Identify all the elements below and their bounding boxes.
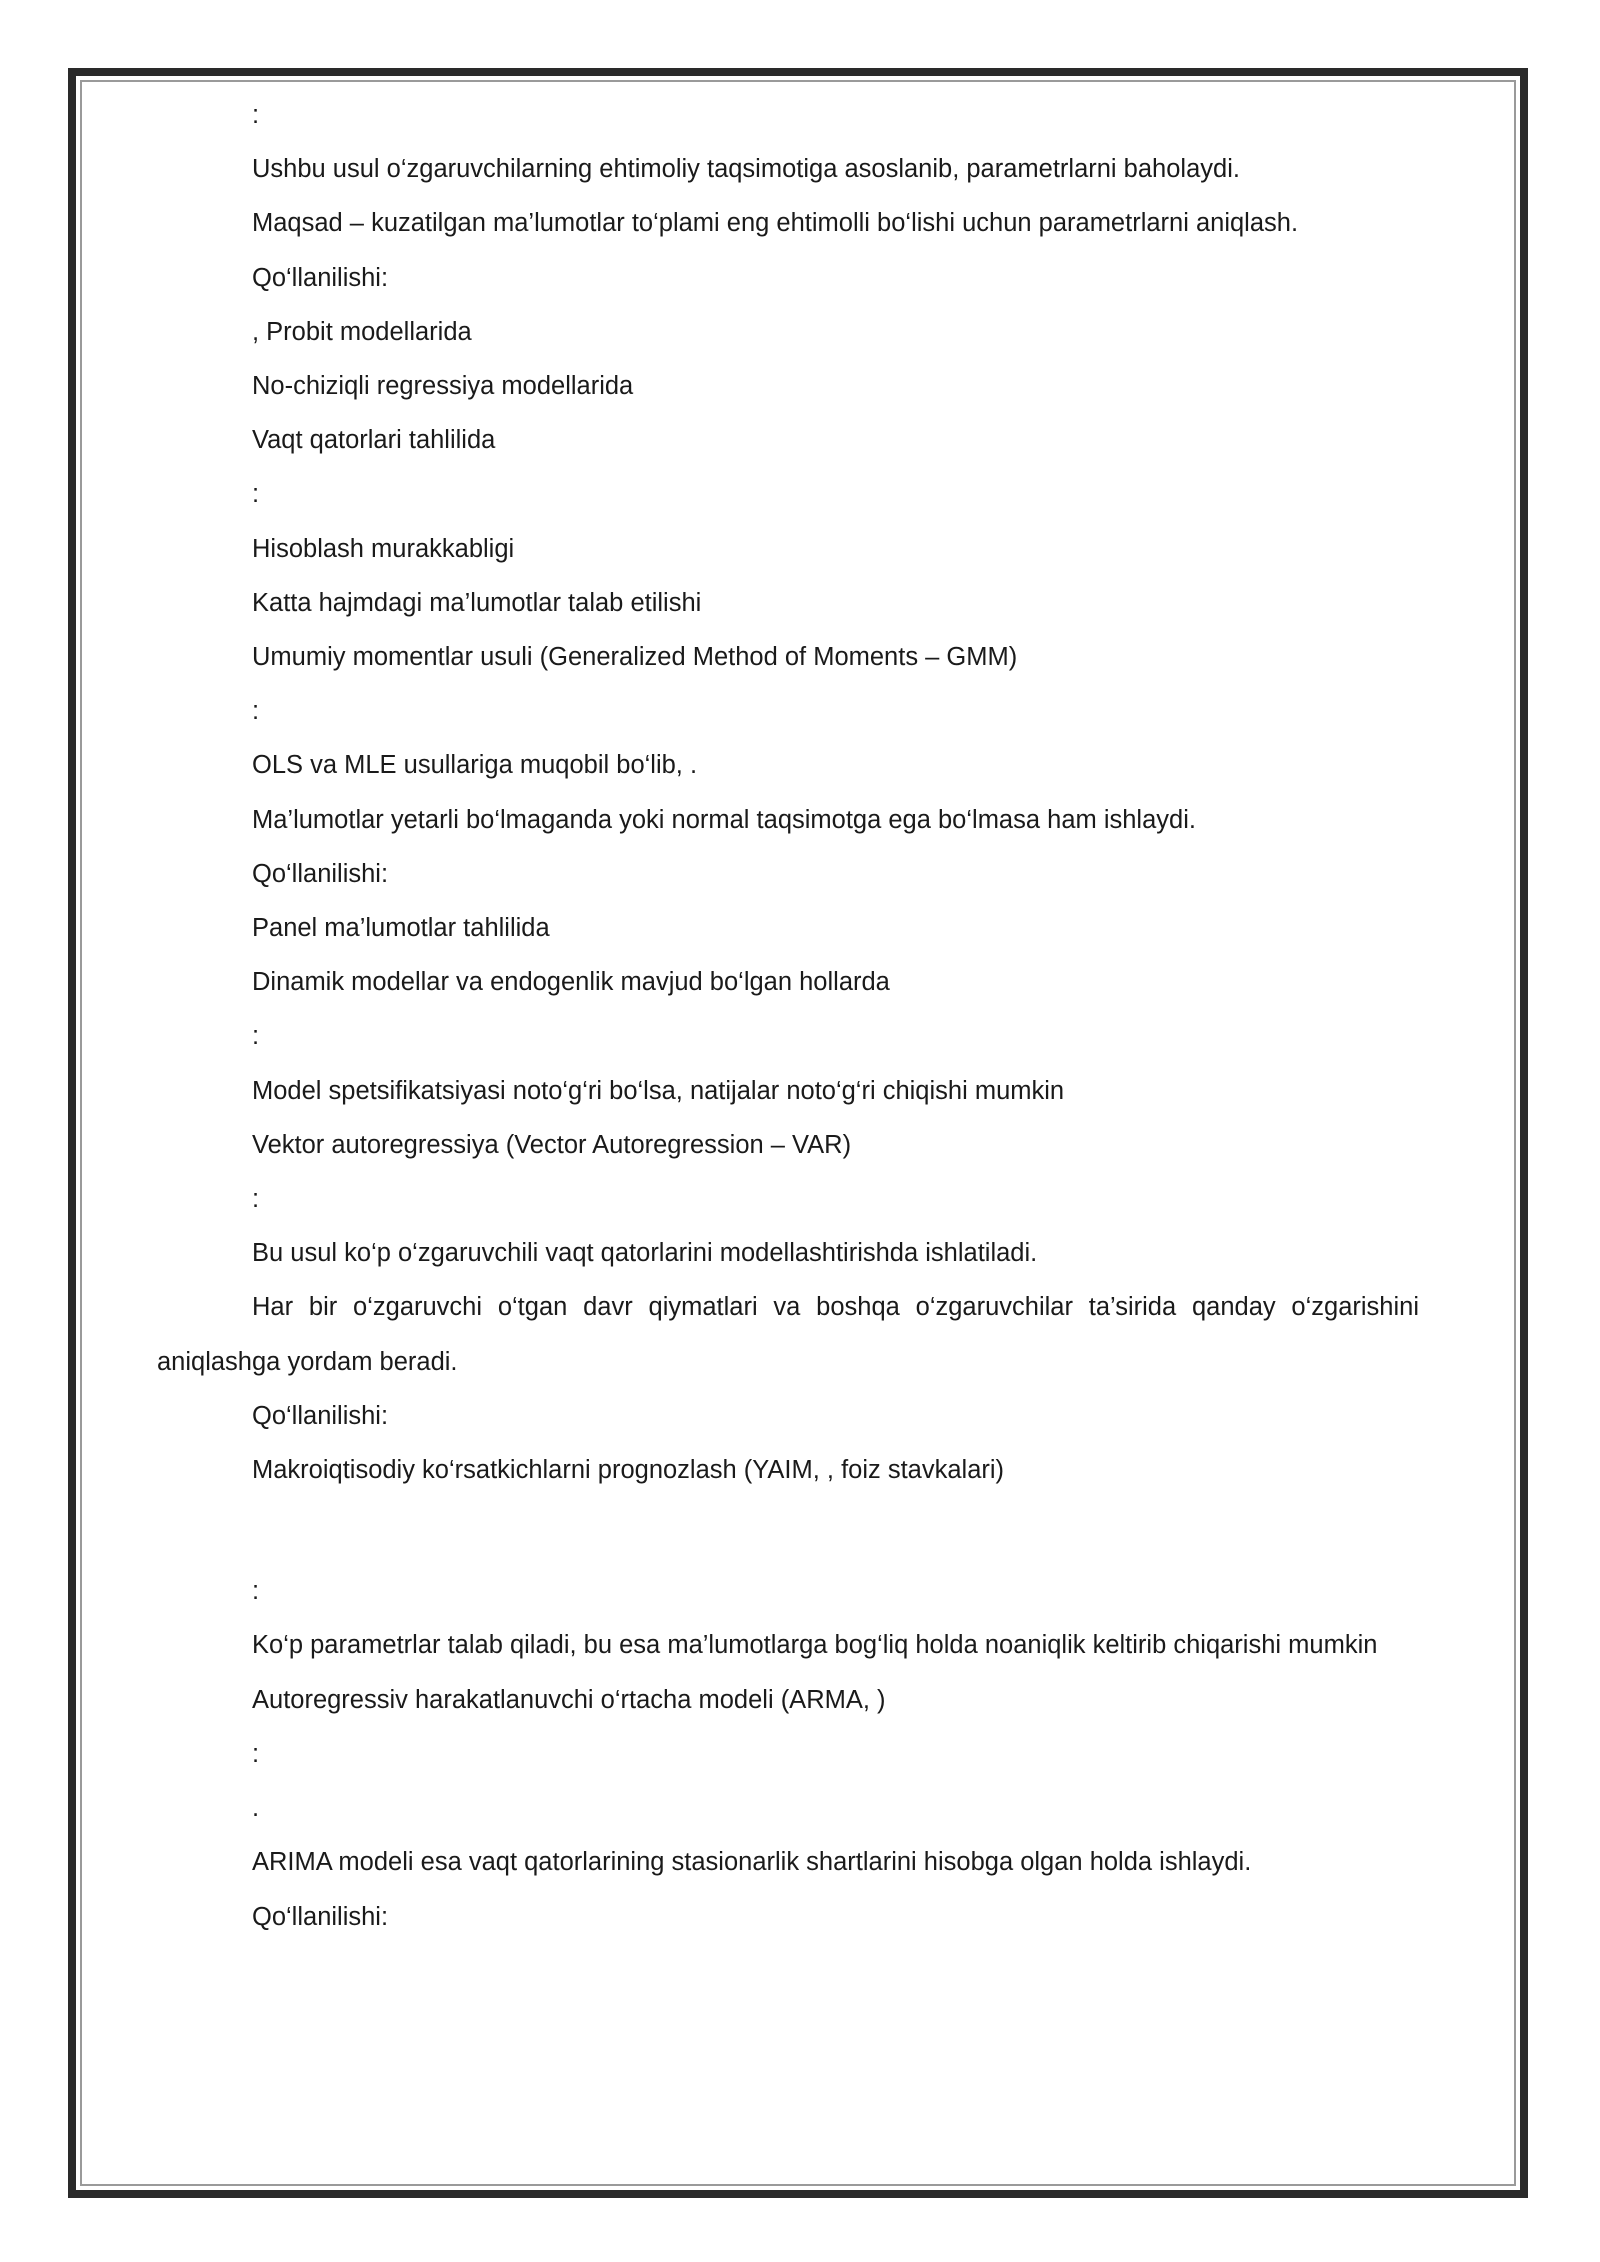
paragraph-25: Makroiqtisodiy ko‘rsatkichlarni prognozlash (YAIM, , foiz stavkalari) [252,1456,1005,1485]
paragraph-17: Dinamik modellar va endogenlik mavjud bo‘lgan hollarda [252,968,890,997]
paragraph-11: Umumiy momentlar usuli (Generalized Method of Moments – GMM) [252,643,1018,672]
paragraph-7: Vaqt qatorlari tahlilida [252,426,496,455]
paragraph-8: : [252,480,260,509]
paragraph-14: Ma’lumotlar yetarli bo‘lmaganda yoki normal taqsimotga ega bo‘lmasa ham ishlaydi. [252,805,1196,834]
paragraph-21: : [252,1185,260,1214]
paragraph-3: Maqsad – kuzatilgan ma’lumotlar to‘plami eng ehtimolli bo‘lishi uchun parametrlarni aniqlash. [252,209,1299,238]
paragraph-28: Autoregressiv harakatlanuvchi o‘rtacha modeli (ARMA, ) [252,1685,886,1714]
paragraph-24: Qo‘llanilishi: [252,1401,389,1430]
paragraph-18: : [252,1022,260,1051]
paragraph-13: OLS va MLE usullariga muqobil bo‘lib, . [252,751,698,780]
paragraph-19: Model spetsifikatsiyasi noto‘g‘ri bo‘lsa, natijalar noto‘g‘ri chiqishi mumkin [252,1076,1065,1105]
paragraph-29: : [252,1739,260,1768]
paragraph-9: Hisoblash murakkabligi [252,534,515,563]
document-body [157,88,1419,1944]
paragraph-20: Vektor autoregressiya (Vector Autoregression – VAR) [252,1130,852,1159]
paragraph-10: Katta hajmdagi ma’lumotlar talab etilishi [252,588,702,617]
paragraph-4: Qo‘llanilishi: [252,263,389,292]
paragraph-1: : [252,101,260,129]
paragraph-26: : [252,1577,260,1606]
paragraph-32: Qo‘llanilishi: [252,1902,389,1931]
blank-gap [157,1497,1419,1564]
paragraph-2: Ushbu usul o‘zgaruvchilarning ehtimoliy taqsimotiga asoslanib, parametrlarni baholaydi. [252,155,1240,184]
paragraph-15: Qo‘llanilishi: [252,859,389,888]
paragraph-5: , Probit modellarida [252,317,472,346]
paragraph-22: Bu usul ko‘p o‘zgaruvchili vaqt qatorlarini modellashtirishda ishlatiladi. [252,1239,1038,1268]
paragraph-6: No-chiziqli regressiya modellarida [252,372,634,401]
paragraph-27: Ko‘p parametrlar talab qiladi, bu esa ma’lumotlarga bog‘liq holda noaniqlik keltirib chiqarishi mumkin [252,1631,1378,1660]
paragraph-30: . [252,1794,260,1823]
paragraph-31: ARIMA modeli esa vaqt qatorlarining stasionarlik shartlarini hisobga olgan holda ishlaydi. [252,1848,1252,1877]
paragraph-16: Panel ma’lumotlar tahlilida [252,914,550,943]
paragraph-12: : [252,697,260,726]
paragraph-23: Har bir o‘zgaruvchi o‘tgan davr qiymatlari va boshqa o‘zgaruvchilar ta’sirida qanday o‘zgarishini aniqlashga yordam beradi. [157,1293,1419,1376]
